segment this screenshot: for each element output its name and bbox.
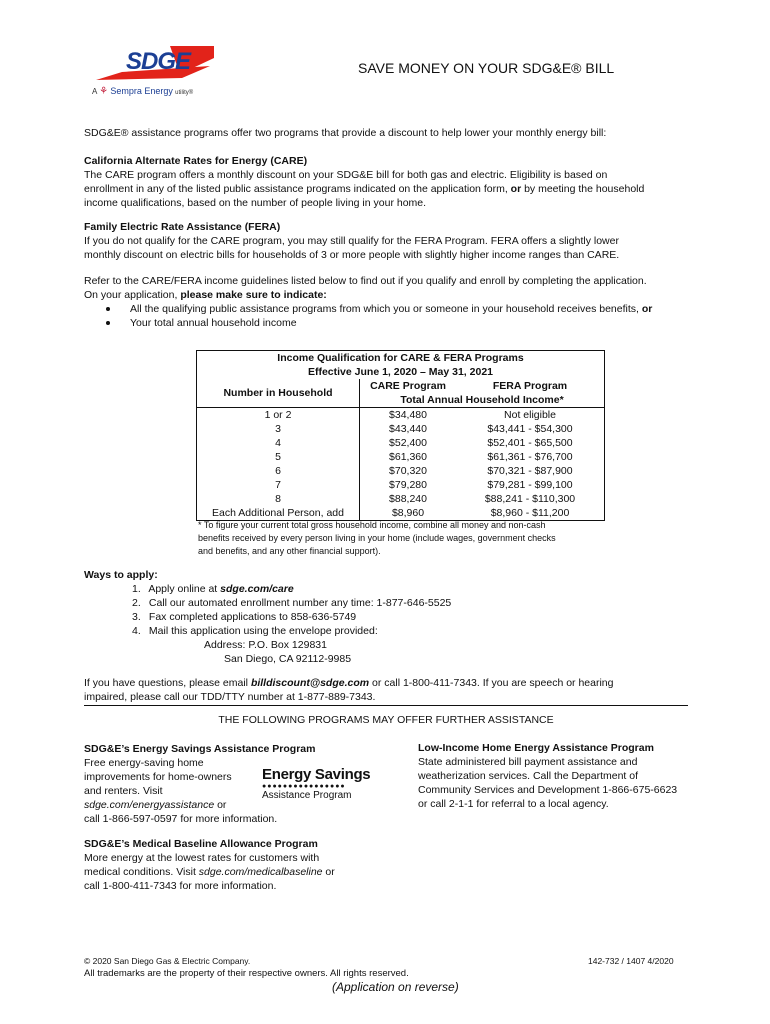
- cell-care: $8,960: [391, 507, 425, 519]
- medical-baseline-link[interactable]: sdge.com/medicalbaseline: [198, 866, 323, 878]
- cell-care: $34,480: [389, 409, 427, 421]
- cell-household: 8: [197, 492, 360, 506]
- questions-section: [84, 676, 613, 704]
- logo-brand: SDGE: [126, 48, 191, 75]
- medical-heading: SDG&E’s Medical Baseline Allowance Program: [84, 838, 318, 850]
- energy-assistance-link[interactable]: sdge.com/energyassistance: [84, 799, 215, 811]
- table-row: [197, 478, 604, 492]
- refer-line-1: Refer to the CARE/FERA income guidelines listed below to find out if you qualify and enroll by completing the application.: [84, 275, 647, 287]
- form-code: 142-732 / 1407 4/2020: [588, 956, 674, 966]
- copyright: © 2020 San Diego Gas & Electric Company.: [84, 956, 251, 966]
- refer-section: [84, 274, 647, 302]
- application-on-reverse: (Application on reverse): [332, 980, 459, 994]
- income-table: [196, 350, 605, 521]
- intro-text: SDG&E® assistance programs offer two programs that provide a discount to help lower your monthly energy bill:: [84, 127, 607, 139]
- cell-household: 3: [197, 422, 360, 436]
- col-total: Total Annual Household Income*: [360, 393, 605, 408]
- apply-item-1: 1. Apply online at sdge.com/care: [132, 583, 294, 595]
- logo-subline: A ⚘ Sempra Energy utility®: [92, 86, 194, 97]
- questions-line-2: impaired, please call our TDD/TTY number at 1-877-889-7343.: [84, 691, 376, 703]
- apply-item-3: 3. Fax completed applications to 858-636-5749: [132, 611, 357, 623]
- apply-online-link[interactable]: sdge.com/care: [220, 583, 294, 595]
- cell-care: $70,320: [389, 465, 427, 477]
- apply-item-4: 4. Mail this application using the envelope provided:: [132, 625, 378, 637]
- trademarks: All trademarks are the property of their respective owners. All rights reserved.: [84, 968, 409, 979]
- apply-section: [84, 568, 451, 666]
- table-row: [197, 408, 604, 423]
- esa-heading: SDG&E’s Energy Savings Assistance Program: [84, 743, 316, 755]
- cell-household: 1 or 2: [197, 408, 360, 423]
- mail-address-1: Address: P.O. Box 129831: [204, 639, 327, 651]
- apply-heading: Ways to apply:: [84, 569, 158, 581]
- cell-fera: $79,281 - $99,100: [487, 479, 573, 491]
- fera-line-2: monthly discount on electric bills for households of 3 or more people with slightly higher income ranges than CARE.: [84, 249, 620, 261]
- care-line-3: income qualifications, based on the number of people living in your home.: [84, 197, 427, 209]
- cell-household: 5: [197, 450, 360, 464]
- table-row: [197, 492, 604, 506]
- fera-line-1: If you do not qualify for the CARE program, you may still qualify for the FERA Program. FERA offers a slightly lower: [84, 235, 619, 247]
- cell-fera: $43,441 - $54,300: [487, 423, 573, 435]
- care-line-2: enrollment in any of the listed public assistance programs indicated on the application form, or by meeting the household: [84, 183, 645, 195]
- refer-bullet-1: All the qualifying public assistance programs from which you or someone in your household receives benefits, or: [130, 303, 653, 315]
- care-line-1: The CARE program offers a monthly discount on your SDG&E bill for both gas and electric. Eligibility is based on: [84, 169, 608, 181]
- table-row: [197, 464, 604, 478]
- cell-household: 7: [197, 478, 360, 492]
- email-link[interactable]: billdiscount@sdge.com: [250, 677, 370, 689]
- logo-dots-icon: ●●●●●●●●●●●●●●●●: [262, 783, 346, 790]
- apply-item-2: 2. Call our automated enrollment number any time: 1-877-646-5525: [132, 597, 452, 609]
- col-care: CARE Program: [370, 380, 446, 392]
- questions-line-1: If you have questions, please email billdiscount@sdge.com or call 1-800-411-7343. If you are speech or hearing: [84, 677, 614, 689]
- col-household: Number in Household: [197, 379, 360, 408]
- fera-heading: Family Electric Rate Assistance (FERA): [84, 221, 281, 233]
- cell-care: $61,360: [389, 451, 427, 463]
- table-row: [197, 422, 604, 436]
- liheap-section: Low-Income Home Energy Assistance Program State administered bill payment assistance and weatherization services. Call the Department of Community Services and Development 1-866-675-6623 or call 2-1-1 for referral to a local agency.: [418, 742, 678, 810]
- cell-fera: Not eligible: [504, 409, 556, 421]
- cell-care: $52,400: [389, 437, 427, 449]
- cell-fera: $52,401 - $65,500: [487, 437, 573, 449]
- esa-section: SDG&E’s Energy Savings Assistance Program Free energy-saving home improvements for home-owners and renters. Visit sdge.com/energyassistance or call 1-866-597-0597 for more information.: [84, 743, 316, 825]
- cell-fera: $70,321 - $87,900: [487, 465, 573, 477]
- fera-section: [84, 220, 619, 262]
- mail-address-2: San Diego, CA 92112-9985: [224, 653, 352, 665]
- care-heading: California Alternate Rates for Energy (CARE): [84, 155, 308, 167]
- medical-section: SDG&E’s Medical Baseline Allowance Program More energy at the lowest rates for customers with medical conditions. Visit sdge.com/medicalbaseline or call 1-800-411-7343 for more information.: [84, 838, 335, 892]
- cell-care: $79,280: [389, 479, 427, 491]
- table-title: Income Qualification for CARE & FERA Programs Effective June 1, 2020 – May 31, 2021: [277, 352, 524, 378]
- col-fera: FERA Program: [492, 380, 568, 392]
- table-footnote: * To figure your current total gross household income, combine all money and non-cash benefits received by every person living in your home (include wages, government checks and benefits, and any other financial support).: [198, 520, 556, 556]
- bullet-icon: [106, 307, 110, 311]
- cell-household: Each Additional Person, add: [197, 506, 360, 520]
- cell-household: 4: [197, 436, 360, 450]
- cell-household: 6: [197, 464, 360, 478]
- cell-fera: $61,361 - $76,700: [487, 451, 573, 463]
- care-section: [84, 154, 644, 210]
- cell-care: $88,240: [389, 493, 427, 505]
- cell-fera: $8,960 - $11,200: [490, 507, 570, 519]
- refer-line-2: On your application, please make sure to indicate:: [84, 289, 327, 301]
- section-divider: [84, 705, 688, 706]
- income-grid: [197, 379, 604, 520]
- cell-fera: $88,241 - $110,300: [484, 493, 576, 505]
- bullet-icon: [106, 321, 110, 325]
- page-title: SAVE MONEY ON YOUR SDG&E® BILL: [358, 60, 615, 76]
- further-assistance-heading: THE FOLLOWING PROGRAMS MAY OFFER FURTHER ASSISTANCE: [218, 714, 554, 726]
- liheap-heading: Low-Income Home Energy Assistance Program: [418, 742, 654, 754]
- table-row: [197, 436, 604, 450]
- energy-savings-logo: Energy Savings ●●●●●●●●●●●●●●●● Assistance Program: [262, 766, 371, 801]
- cell-care: $43,440: [389, 423, 427, 435]
- refer-bullet-2: Your total annual household income: [130, 317, 297, 329]
- sdge-logo: [92, 44, 214, 102]
- table-row: [197, 506, 604, 520]
- table-row: [197, 450, 604, 464]
